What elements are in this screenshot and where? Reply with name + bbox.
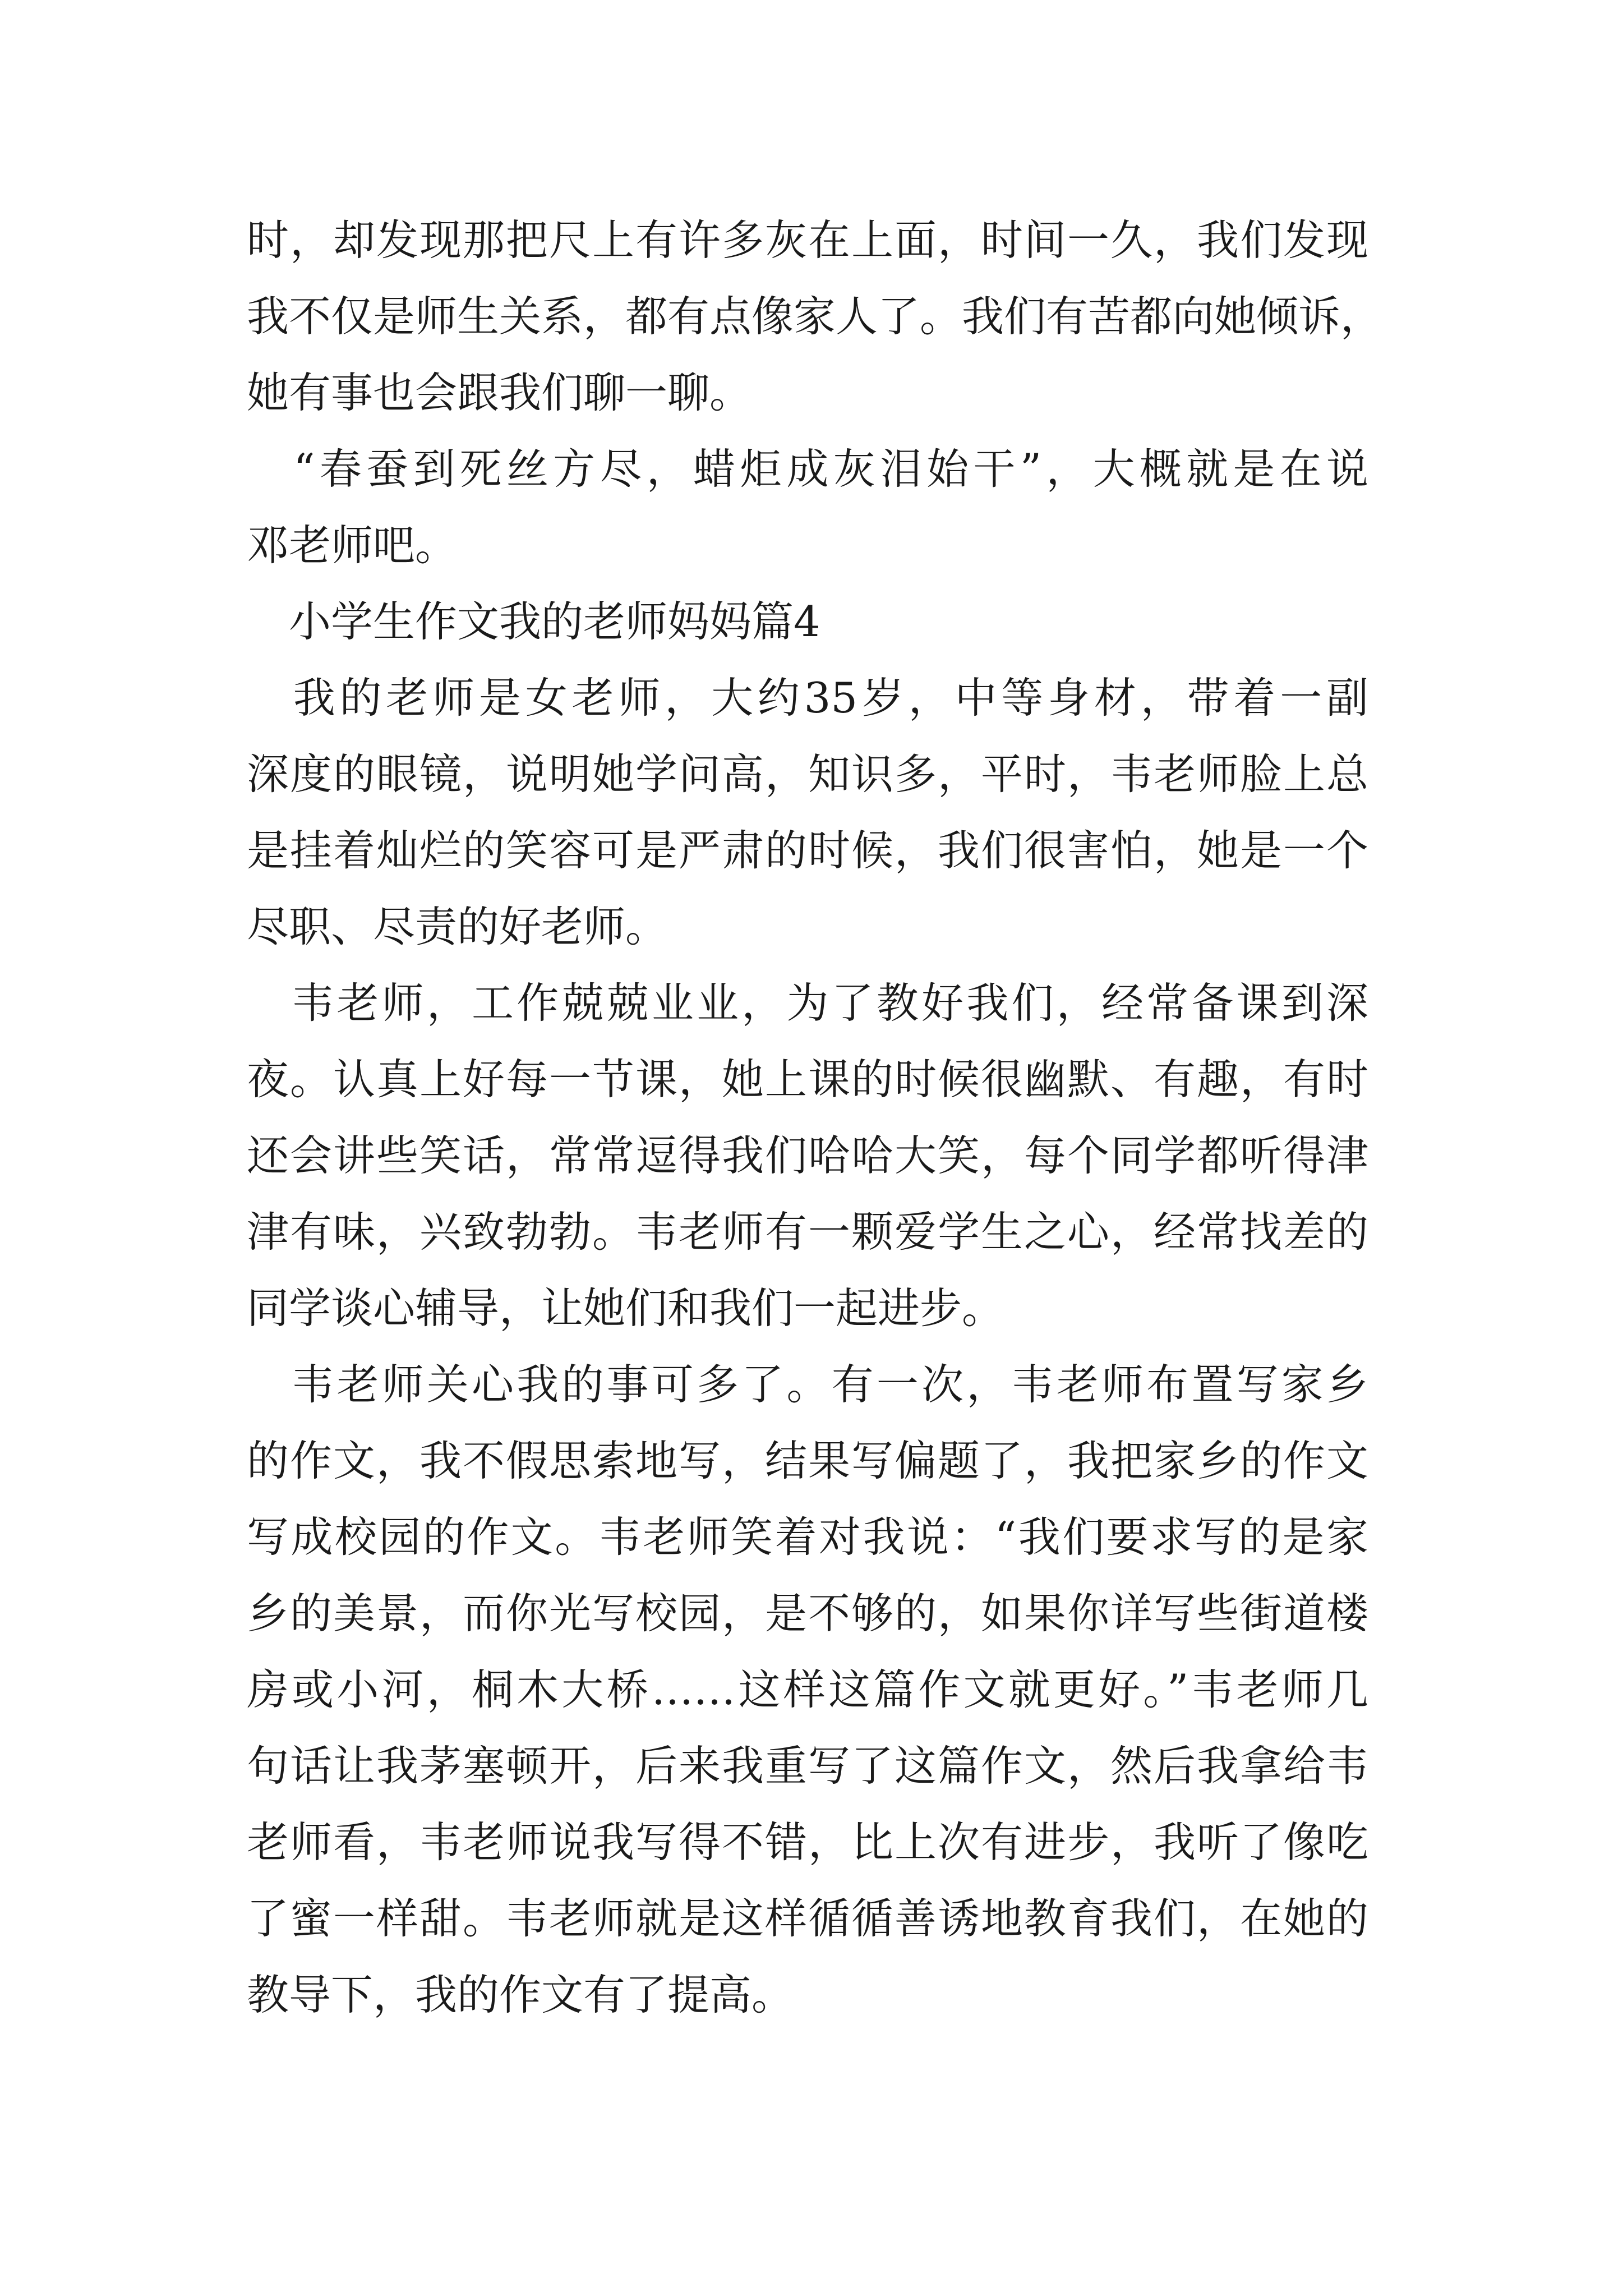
- paragraph: [247, 1346, 1368, 2033]
- text-line: 尽职、尽责的好老师。: [247, 902, 668, 951]
- text-line: 津有味，兴致勃勃。韦老师有一颗爱学生之心，经常找差的: [247, 1207, 1368, 1257]
- paragraph: [247, 431, 1368, 583]
- text-line: 了蜜一样甜。韦老师就是这样循循善诱地教育我们，在她的: [247, 1894, 1368, 1943]
- text-line: 教导下，我的作文有了提高。: [247, 1970, 794, 2019]
- text-line: 韦老师，工作兢兢业业，为了教好我们，经常备课到深: [247, 978, 1368, 1028]
- text-line: 还会讲些笑话，常常逗得我们哈哈大笑，每个同学都听得津: [247, 1131, 1368, 1180]
- text-line: 的作文，我不假思索地写，结果写偏题了，我把家乡的作文: [247, 1436, 1368, 1485]
- paragraph: [247, 202, 1383, 431]
- text-line: 句话让我茅塞顿开，后来我重写了这篇作文，然后我拿给韦: [247, 1741, 1368, 1791]
- text-line: “春蚕到死丝方尽，蜡炬成灰泪始干”，大概就是在说: [247, 444, 1368, 494]
- text-line: 我的老师是女老师，大约35岁，中等身材，带着一副: [247, 673, 1368, 723]
- section-heading-text: 小学生作文我的老师妈妈篇4: [247, 597, 820, 646]
- text-line: 我不仅是师生关系，都有点像家人了。我们有苦都向她倾诉，: [247, 292, 1383, 341]
- text-line: 她有事也会跟我们聊一聊。: [247, 368, 752, 417]
- text-line: 房或小河，桐木大桥……这样这篇作文就更好。”韦老师几: [247, 1665, 1368, 1714]
- section-heading: [247, 583, 1368, 660]
- text-line: 夜。认真上好每一节课，她上课的时候很幽默、有趣，有时: [247, 1055, 1368, 1104]
- document-body: [247, 202, 1383, 2033]
- text-line: 邓老师吧。: [247, 521, 458, 570]
- text-line: 同学谈心辅导，让她们和我们一起进步。: [247, 1283, 1004, 1333]
- text-line: 时，却发现那把尺上有许多灰在上面，时间一久，我们发现: [247, 215, 1368, 265]
- text-line: 是挂着灿烂的笑容可是严肃的时候，我们很害怕，她是一个: [247, 826, 1368, 875]
- paragraph: [247, 660, 1368, 965]
- paragraph: [247, 965, 1368, 1346]
- text-line: 韦老师关心我的事可多了。有一次，韦老师布置写家乡: [247, 1360, 1368, 1409]
- text-line: 写成校园的作文。韦老师笑着对我说：“我们要求写的是家: [247, 1512, 1368, 1562]
- text-line: 老师看，韦老师说我写得不错，比上次有进步，我听了像吃: [247, 1818, 1368, 1867]
- text-line: 乡的美景，而你光写校园，是不够的，如果你详写些街道楼: [247, 1589, 1368, 1638]
- text-line: 深度的眼镜，说明她学问高，知识多，平时，韦老师脸上总: [247, 749, 1368, 799]
